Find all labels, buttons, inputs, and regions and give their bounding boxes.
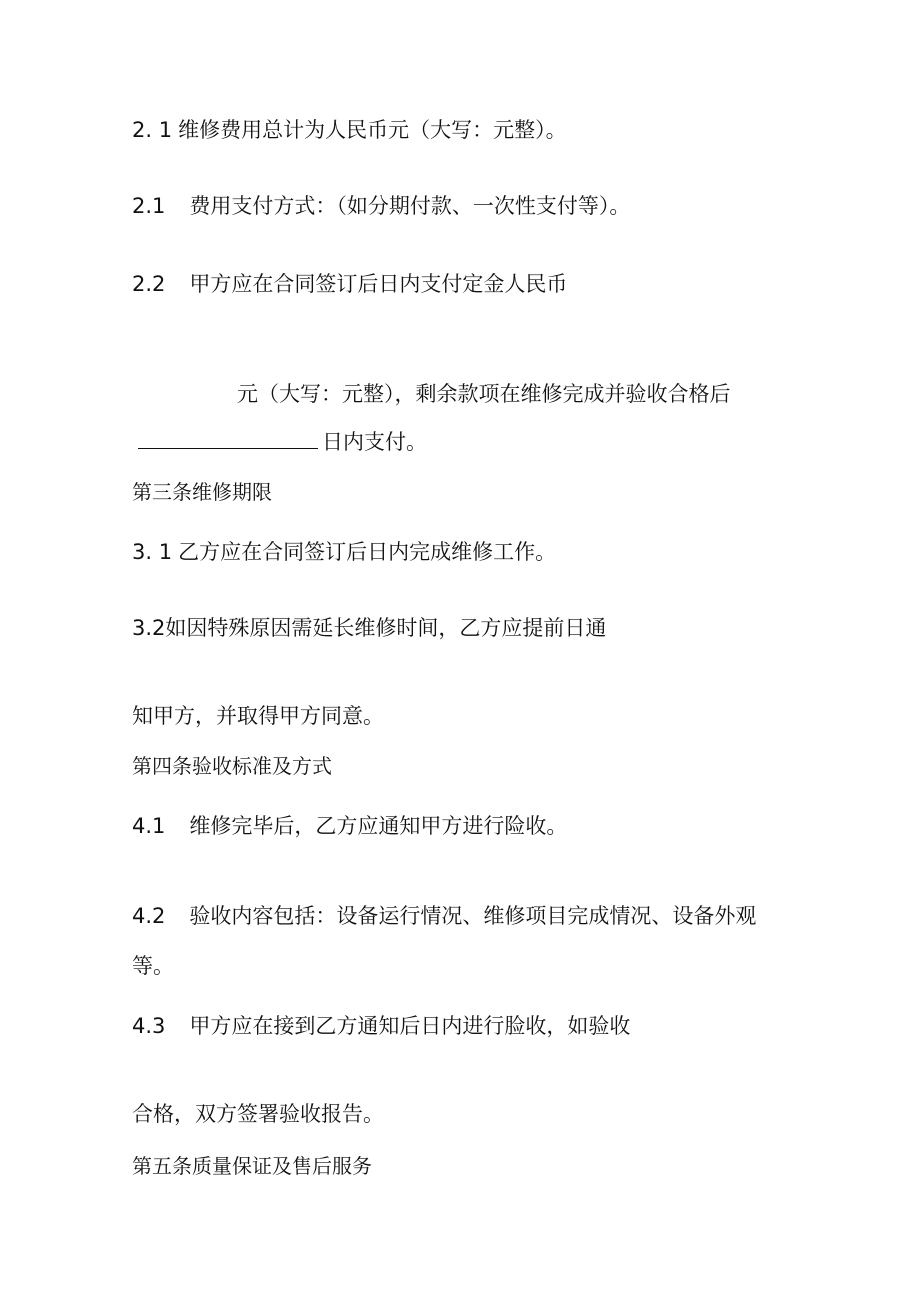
clause-number: 2.1 xyxy=(132,194,166,218)
clause-text: 元（大写：元整），剩余款项在维修完成并验收合格后 xyxy=(237,382,731,406)
clause-4-3 xyxy=(132,1012,630,1040)
section-heading-3: 第三条维修期限 xyxy=(132,480,272,504)
clause-4-2 xyxy=(132,902,756,930)
clause-text: 维修完毕后，乙方应通知甲方进行险收。 xyxy=(189,814,568,838)
clause-text: 验收内容包括：设备运行情况、维修项目完成情况、设备外观 xyxy=(189,904,757,928)
clause-number: 4.1 xyxy=(132,814,166,838)
clause-number: 3. 1 xyxy=(132,540,173,564)
clause-text: 乙方应在合同签订后日内完成维修工作。 xyxy=(178,540,557,564)
clause-3-2: 3.2如因特殊原因需延长维修时间，乙方应提前日通 xyxy=(132,616,607,640)
clause-number: 2.2 xyxy=(132,272,166,296)
clause-text: 维修费用总计为人民币元（大写：元整）。 xyxy=(178,118,567,142)
section-heading-4: 第四条验收标准及方式 xyxy=(132,754,332,778)
clause-2-2-deposit xyxy=(132,270,567,298)
clause-2-1-payment-method xyxy=(132,192,630,220)
clause-2-1-total-fee xyxy=(132,116,567,144)
clause-2-2-continuation-2 xyxy=(138,428,427,456)
clause-3-1 xyxy=(132,538,556,566)
fill-in-blank xyxy=(138,428,318,449)
clause-2-2-continuation xyxy=(237,380,731,408)
section-heading-5: 第五条质量保证及售后服务 xyxy=(132,1154,372,1178)
clause-number: 2. 1 xyxy=(132,118,173,142)
clause-text: 日内支付。 xyxy=(322,430,427,454)
clause-4-2-continuation: 等。 xyxy=(132,954,174,978)
clause-text: 甲方应在合同签订后日内支付定金人民币 xyxy=(189,272,568,296)
clause-4-3-continuation: 合格，双方签署验收报告。 xyxy=(132,1102,384,1126)
clause-4-1 xyxy=(132,812,567,840)
clause-text: 费用支付方式：（如分期付款、一次性支付等）。 xyxy=(189,194,631,218)
clause-number: 4.3 xyxy=(132,1014,166,1038)
clause-3-2-continuation: 知甲方，并取得甲方同意。 xyxy=(132,704,384,728)
clause-number: 4.2 xyxy=(132,904,166,928)
clause-text: 甲方应在接到乙方通知后日内进行脸收，如验收 xyxy=(189,1014,631,1038)
